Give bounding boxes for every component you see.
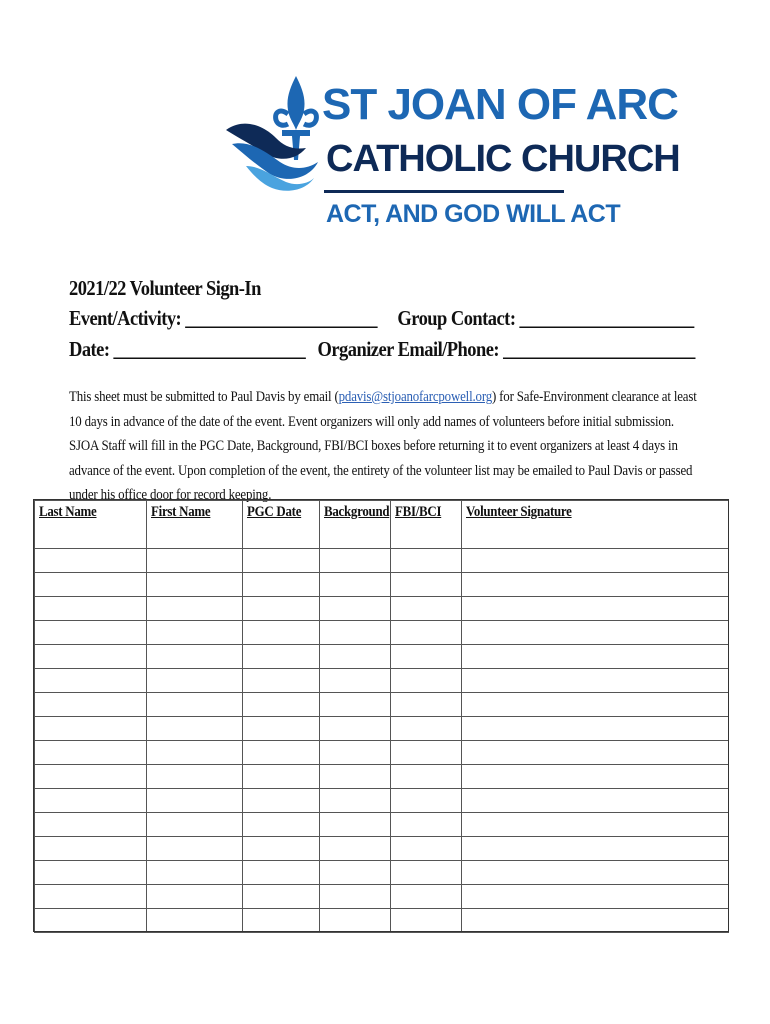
table-row bbox=[35, 717, 729, 741]
last-name-cell[interactable] bbox=[35, 717, 147, 741]
signature-cell[interactable] bbox=[462, 669, 729, 693]
first-name-cell[interactable] bbox=[147, 813, 243, 837]
pgc-date-cell[interactable] bbox=[243, 885, 320, 909]
signature-cell[interactable] bbox=[462, 645, 729, 669]
signature-cell[interactable] bbox=[462, 693, 729, 717]
table-row bbox=[35, 621, 729, 645]
fbi-bci-cell[interactable] bbox=[391, 765, 462, 789]
pgc-date-cell[interactable] bbox=[243, 573, 320, 597]
table-row bbox=[35, 549, 729, 573]
table-row bbox=[35, 765, 729, 789]
organizer-contact-field[interactable]: Organizer Email/Phone: ______________________ bbox=[317, 337, 695, 361]
table-row bbox=[35, 909, 729, 933]
fbi-bci-cell[interactable] bbox=[391, 573, 462, 597]
signature-cell[interactable] bbox=[462, 909, 729, 933]
signature-cell[interactable] bbox=[462, 885, 729, 909]
background-cell[interactable] bbox=[320, 789, 391, 813]
table-body bbox=[35, 549, 729, 933]
pgc-date-cell[interactable] bbox=[243, 717, 320, 741]
last-name-cell[interactable] bbox=[35, 813, 147, 837]
pgc-date-cell[interactable] bbox=[243, 837, 320, 861]
last-name-cell[interactable] bbox=[35, 885, 147, 909]
background-cell[interactable] bbox=[320, 597, 391, 621]
pgc-date-cell[interactable] bbox=[243, 741, 320, 765]
logo-divider bbox=[324, 190, 564, 193]
signature-cell[interactable] bbox=[462, 837, 729, 861]
signature-cell[interactable] bbox=[462, 789, 729, 813]
fbi-bci-cell[interactable] bbox=[391, 669, 462, 693]
first-name-cell[interactable] bbox=[147, 741, 243, 765]
event-activity-field[interactable]: Event/Activity: ______________________ bbox=[69, 306, 377, 330]
signature-cell[interactable] bbox=[462, 597, 729, 621]
pgc-date-cell[interactable] bbox=[243, 669, 320, 693]
background-cell[interactable] bbox=[320, 549, 391, 573]
first-name-cell[interactable] bbox=[147, 645, 243, 669]
logo-subtitle-line: CATHOLIC CHURCH bbox=[326, 138, 680, 180]
signature-cell[interactable] bbox=[462, 861, 729, 885]
fbi-bci-cell[interactable] bbox=[391, 645, 462, 669]
background-cell[interactable] bbox=[320, 837, 391, 861]
signature-cell[interactable] bbox=[462, 573, 729, 597]
logo-title-line: ST JOAN OF ARC bbox=[322, 80, 678, 129]
background-cell[interactable] bbox=[320, 861, 391, 885]
table-header-row bbox=[35, 501, 729, 549]
last-name-cell[interactable] bbox=[35, 789, 147, 813]
table-row bbox=[35, 837, 729, 861]
fleur-de-lis-dove-icon bbox=[222, 74, 322, 192]
form-title: 2021/22 Volunteer Sign-In bbox=[69, 276, 261, 300]
first-name-cell[interactable] bbox=[147, 549, 243, 573]
first-name-cell[interactable] bbox=[147, 573, 243, 597]
fbi-bci-cell[interactable] bbox=[391, 741, 462, 765]
pgc-date-cell[interactable] bbox=[243, 549, 320, 573]
signature-cell[interactable] bbox=[462, 717, 729, 741]
background-cell[interactable] bbox=[320, 765, 391, 789]
last-name-cell[interactable] bbox=[35, 909, 147, 933]
background-cell[interactable] bbox=[320, 741, 391, 765]
first-name-cell[interactable] bbox=[147, 909, 243, 933]
signature-cell[interactable] bbox=[462, 741, 729, 765]
table-row bbox=[35, 597, 729, 621]
fbi-bci-cell[interactable] bbox=[391, 813, 462, 837]
first-name-cell[interactable] bbox=[147, 693, 243, 717]
last-name-cell[interactable] bbox=[35, 573, 147, 597]
last-name-cell[interactable] bbox=[35, 669, 147, 693]
notice-text-rest: ) for Safe-Environment clearance at least 10 days in advance of the date of the event. Event organizers will only add names of volunteers before initial submission. SJOA Staff will fill in the PGC Date, Background, FBI/BCI boxes before returning it to event organizers at least 4 days in advance of the event. Upon completion of the event, the entirety of the volunteer list may be emailed to Paul Davis or passed under his office door for record keeping. bbox=[69, 389, 697, 503]
last-name-cell[interactable] bbox=[35, 597, 147, 621]
background-cell[interactable] bbox=[320, 645, 391, 669]
fbi-bci-cell[interactable] bbox=[391, 861, 462, 885]
fbi-bci-cell[interactable] bbox=[391, 693, 462, 717]
first-name-cell[interactable] bbox=[147, 621, 243, 645]
signature-cell[interactable] bbox=[462, 549, 729, 573]
table-row bbox=[35, 885, 729, 909]
first-name-cell[interactable] bbox=[147, 789, 243, 813]
header-volunteer-signature: Volunteer Signature bbox=[462, 501, 729, 549]
fbi-bci-cell[interactable] bbox=[391, 717, 462, 741]
first-name-cell[interactable] bbox=[147, 597, 243, 621]
pgc-date-cell[interactable] bbox=[243, 597, 320, 621]
fbi-bci-cell[interactable] bbox=[391, 597, 462, 621]
first-name-cell[interactable] bbox=[147, 837, 243, 861]
background-cell[interactable] bbox=[320, 669, 391, 693]
pgc-date-cell[interactable] bbox=[243, 693, 320, 717]
email-link[interactable]: pdavis@stjoanofarcpowell.org bbox=[338, 389, 492, 405]
signature-cell[interactable] bbox=[462, 813, 729, 837]
first-name-cell[interactable] bbox=[147, 885, 243, 909]
pgc-date-cell[interactable] bbox=[243, 645, 320, 669]
pgc-date-cell[interactable] bbox=[243, 909, 320, 933]
background-cell[interactable] bbox=[320, 693, 391, 717]
last-name-cell[interactable] bbox=[35, 693, 147, 717]
table-row bbox=[35, 861, 729, 885]
first-name-cell[interactable] bbox=[147, 861, 243, 885]
header-last-name: Last Name bbox=[35, 501, 147, 549]
church-logo bbox=[222, 74, 680, 232]
last-name-cell[interactable] bbox=[35, 765, 147, 789]
table-row bbox=[35, 693, 729, 717]
last-name-cell[interactable] bbox=[35, 861, 147, 885]
date-organizer-line bbox=[69, 337, 695, 362]
background-cell[interactable] bbox=[320, 909, 391, 933]
signature-cell[interactable] bbox=[462, 621, 729, 645]
background-cell[interactable] bbox=[320, 885, 391, 909]
background-cell[interactable] bbox=[320, 573, 391, 597]
first-name-cell[interactable] bbox=[147, 669, 243, 693]
first-name-cell[interactable] bbox=[147, 765, 243, 789]
pgc-date-cell[interactable] bbox=[243, 621, 320, 645]
last-name-cell[interactable] bbox=[35, 741, 147, 765]
header-background: Background bbox=[320, 501, 391, 549]
background-cell[interactable] bbox=[320, 621, 391, 645]
date-field[interactable]: Date: ______________________ bbox=[69, 337, 306, 361]
fbi-bci-cell[interactable] bbox=[391, 885, 462, 909]
table-row bbox=[35, 573, 729, 597]
last-name-cell[interactable] bbox=[35, 837, 147, 861]
first-name-cell[interactable] bbox=[147, 717, 243, 741]
last-name-cell[interactable] bbox=[35, 645, 147, 669]
fbi-bci-cell[interactable] bbox=[391, 909, 462, 933]
header-fbi-bci: FBI/BCI bbox=[391, 501, 462, 549]
table-row bbox=[35, 669, 729, 693]
fbi-bci-cell[interactable] bbox=[391, 789, 462, 813]
fbi-bci-cell[interactable] bbox=[391, 549, 462, 573]
logo-motto: ACT, AND GOD WILL ACT bbox=[326, 200, 621, 228]
table-row bbox=[35, 813, 729, 837]
last-name-cell[interactable] bbox=[35, 549, 147, 573]
fbi-bci-cell[interactable] bbox=[391, 837, 462, 861]
pgc-date-cell[interactable] bbox=[243, 813, 320, 837]
group-contact-field[interactable]: Group Contact: ____________________ bbox=[397, 306, 694, 330]
fbi-bci-cell[interactable] bbox=[391, 621, 462, 645]
header-first-name: First Name bbox=[147, 501, 243, 549]
pgc-date-cell[interactable] bbox=[243, 765, 320, 789]
notice-text-start: This sheet must be submitted to Paul Davis by email ( bbox=[69, 389, 339, 405]
pgc-date-cell[interactable] bbox=[243, 861, 320, 885]
last-name-cell[interactable] bbox=[35, 621, 147, 645]
background-cell[interactable] bbox=[320, 717, 391, 741]
background-cell[interactable] bbox=[320, 813, 391, 837]
table-row bbox=[35, 741, 729, 765]
pgc-date-cell[interactable] bbox=[243, 789, 320, 813]
volunteer-table bbox=[34, 500, 729, 933]
signature-cell[interactable] bbox=[462, 765, 729, 789]
instructions-paragraph bbox=[69, 385, 705, 508]
table-row bbox=[35, 645, 729, 669]
event-group-line bbox=[69, 306, 694, 331]
table-row bbox=[35, 789, 729, 813]
header-pgc-date: PGC Date bbox=[243, 501, 320, 549]
